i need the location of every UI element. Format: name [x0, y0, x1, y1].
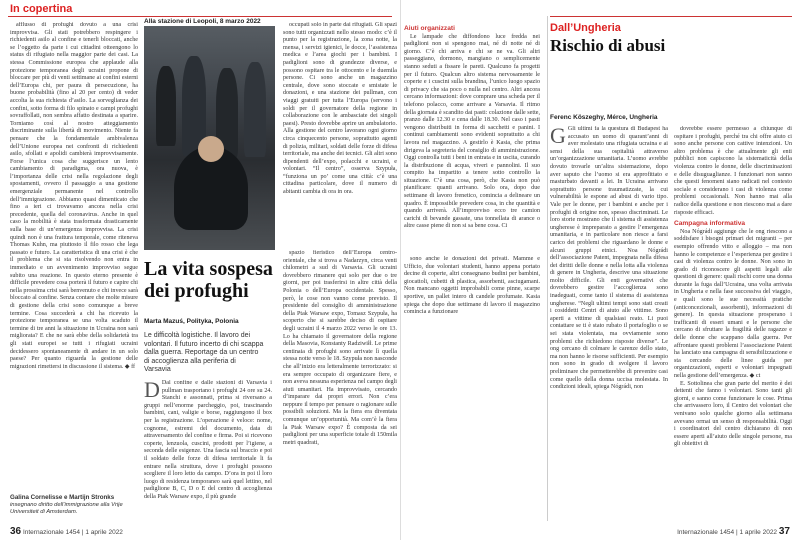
column-text: sono anche le donazioni dei privati. Mamme e Ufficio, due volontari studenti, hanno appena portato decine di coperte, altri consegnano budini per bambini, giocattoli, cubetti di plastica, assorbenti, asciugamani. Non mancano oggetti improbabili come pinne, scarpe sportive, un pallet intero di candele profumate. Kasia spiega che dopo due settimane di lavoro il magazzino comincia a funzionare: [404, 256, 540, 316]
issue-info-left: Internazionale 1454 | 1 aprile 2022: [22, 529, 123, 536]
top-rule: [8, 16, 392, 17]
author-description: insegnano diritto dell’immigrazione alla Vrije Universiteit di Amsterdam.: [10, 502, 123, 515]
article-column-3: [283, 250, 397, 522]
article-column-5: [404, 22, 540, 250]
column-text: Dal confine e dalle stazioni di Varsavia i pullman trasportano i profughi 24 ore su 24. Stanchi e assonnati, prima si riversano a gruppi nell’enorme parcheggio, poi, trascinando bambini, cani, valigie e borse, raggiungono il box per la registrazione. L’operazione è veloce: nome, cognome, estremi del documento, data di attraversamento del confine e firma. Poi si ricevono coperte, lenzuola, cuscini, prodotti per l’igiene, a seconda delle esigenze. Una fascia sul braccio e poi il soldato delle forze di difesa territoriale li fa entrare nella struttura, dove i profughi possono scegliere il loro letto da campo. D’ora in poi il loro luogo di residenza temporaneo sarà quel lettino, nel padiglione B, C, D o E del centro di accoglienza della Ptak Warsaw expo, il più grande: [144, 380, 272, 500]
column-text: Noa Nógrádi aggiunge che le ong riescono a soddisfare i bisogni primari dei migranti – per esempio offrendo vitto e alloggio – ma non hanno le competenze e l’esperienza per gestire i casi di violenza contro le donne. Non sono in grado di riconoscere gli aspetti legali alle questioni di genere: quali rischi corre una donna durante la fuga dall’Ucraina, una volta arrivata in Ungheria e nella fase successiva del viaggio, e quali sono le sue necessità pratiche (anticoncezionali, assorbenti), informazioni di genere). In questa situazione prosperano i trafficanti di esseri umani e le persone che cercano di sfruttare la fragilità delle ragazze e delle donne che scappano dalla guerra. Per affrontare questi problemi l’associazione Patent ha lanciato una campagna di sensibilizzazione e sta cercando delle linee guida per organizzazioni, esperti e volontari impegnati nella gestione dell’emergenza. ◆ ct: [674, 228, 792, 379]
sidebar-column-2: [674, 126, 792, 522]
article-headline: La vita sospesa dei profughi: [144, 258, 273, 302]
subheading: Campagna informativa: [674, 220, 746, 228]
footer-left: [10, 526, 123, 537]
column-text: occupati solo in parte dai rifugiati. Gli spazi sono tutti organizzati nello stesso modo: c’è il punto per la registrazione, la zona notte, la mensa, i servizi igienici, le docce, l’assistenza medica e l’area giochi per i bambini. I padiglioni sono di grandezze diverse, e possono ospitare tra le ottocento e le duemila persone. Ci sono anche un magazzino centrale, dove sono stoccate e smistate le donazioni, e una stazione dei pullman, con viaggi gratuiti per tutta l’Europa (servono i soldi per il governatore della regione in collaborazione con le ambasciate dei singoli paesi). Presto dovrebbe aprire un ambulatorio. Alla gestione del centro lavorano ogni giorno circa cinquecento persone, soprattutto agenti di polizia, militari, soldati delle forze di difesa territoriale, ma anche dei tecnici. Gli altri sono dipendenti dell’expo, polacchi e ucraini, e volontari. “Il centro”, osserva Szypuła, “funziona un po’ come una città: c’è una cittadina particolare, dove il numero di abitanti cambia di ora in ora.: [283, 22, 397, 196]
column-divider: [547, 16, 548, 521]
article-column-6: [404, 256, 540, 522]
author-box: [10, 494, 138, 516]
page-number-right: 37: [778, 526, 790, 537]
column-text: dovrebbe essere permesso a chiunque di ospitare i profughi, perché tra chi offre aiuto ci sono anche persone con cattive intenzioni. Un altro problema è che attualmente gli enti pubblici non capiscono la sistematicità della violenza contro le donne, delle discriminazioni e delle disuguaglianze. I funzionari non sanno che questi fenomeni siano radicati nel contesto sociale e considerano i casi di violenza come problemi occasionali. Non hanno mai alla radice della questione e non riescono mai a dare risposte efficaci.: [674, 126, 792, 216]
section-tag: In copertina: [10, 3, 73, 15]
column-text: Le lampade che diffondono luce fredda nei padiglioni non si spengono mai, né di notte né di giorno. C’è chi arriva e chi se ne va. Gli altri passeggiano, dormono, mangiano o semplicemente stanno seduti a fissare le pareti. Qualcuno fa progetti per il futuro. Qualcun altro sistema nervosamente le coperte e i cuscini sulla brandina, l’unico luogo spazio di privacy che sia poco o nulla nel centro. Altri ancora cercano informazioni: dove comprare una scheda per il telefono polacco, come arrivare a Varsavia. Il ritmo della giornata è scandito dai pasti: colazione dalle sette, pranzo dalle 12.30 e cena dalle 18.30. Nel caso i pasti vengono distribuiti in forma di sacchetti e panini. I continui cambiamenti sono evidenti soprattutto a chi lavora nel magazzino. A gestirlo è Kasia, che prima dirigeva la segreteria del consiglio di amministrazione. Oggi controlla tutti i beni in entrata e in uscita, curando la distribuzione di acqua, viveri e pannolini. Il suo compito ha impartito a tenere sotto controllo la situazione. C’è una cosa, però, che Kasia non può pianificare: quanti arrivano. Solo ora, dopo due settimane di lavoro frenetico, comincia a delineare un quadro. È impossibile prevedere cosa, in che quantità e quando arriverà. All’improvviso ecco tre camion carichi di bevande gassate, una tonnellata di arance o altre casse piene di non si sa bene cosa. Ci: [404, 33, 540, 230]
refugee-photo: [144, 26, 275, 250]
footer-right: [677, 526, 790, 537]
author-names: Galina Cornelisse e Martijn Stronks: [10, 494, 115, 501]
column-text: afflusso di profughi dovuto a una crisi improvvisa. Gli stati potrebbero respingere i richiedenti asilo al confine e tenerli bloccati, anche se l’oggetto da parte i cui cittadini otteengono lo status di rifugiato nella maggior parte dei casi. La stessa Commissione europea che applaude alla protezione temporanea degli ucraini propone di bloccare per più di venti settimane ai confini esterni dell’Europa chi, per paura di persecuzione, ha buone probabilità (fino al 20 per cento) di veder accolta la sua richiesta d’asilo. La sorveglianza dei confini, sotto forma di filo spinato e campi profughi sovraffollati, non sembra affatto destinata a sparire. Torniamo così al nostro atteggiamento discriminante sulla libertà di movimento. Niente fa pensare che la fondamentale ambivalenza dell’Unione europea nei confronti di richiedenti asilo, sfollati e apolidi cambierà improvvisamente. Forse l’unica cosa che suggerisce un lento cambiamento di paradigma, ora nuova, è l’importanza delle crisi nella regolazione degli spostamenti, ovvero il passaggio a una gestione emergenziale permanente nel controllo dell’immigrazione. Abbiamo quasi dimenticato che fino a ieri ci trovavamo ancora nella crisi precedente, quella del coronavirus. Anche in quel caso la mobilità è stata trasformata drasticamente sulla base di un’emergenza improvvisa. La crisi quindi non è una frattura temporale, come riteneva Thomas Kuhn, ma piuttosto il filo rosso che lega passato e futuro. La caratteristica di una crisi è che il problema che si sta risolvendo non entra in immediato e un avvenimento improvviso segue subito una reazione. In questo eterno presente è difficile prevedere cosa porterà il futuro e capire chi nella prossima crisi sarà benvenuto e chi invece sarà bloccato al confine. Senza contare che molte misure di gestione della crisi sono comunque a breve termine. Cosa succederà a chi ha ricevuto la protezione temporanea se una volta scaduto il termine di tre anni la situazione in Ucraina non sarà migliorata? E che ne sarà ebbe della solidarietà tra gli stati europei se tutti i rifugiati ucraini decidessero spontaneamente di andare in un solo paese? Per quanto riguarda la gestione delle migrazioni rimettersi in discussione il sistema. ◆ ff: [10, 22, 138, 370]
drop-cap: G: [550, 126, 566, 148]
photo-caption: Alla stazione di Leopoli, 8 marzo 2022: [144, 18, 261, 25]
right-page: [400, 0, 800, 540]
drop-cap: D: [144, 380, 160, 402]
issue-info-right: Internazionale 1454 | 1 aprile 2022: [677, 529, 778, 536]
sidebar-kicker: Dall’Ungheria: [550, 22, 621, 34]
article-column-1: [10, 22, 138, 488]
column-text: E. Sottolinea che gran parte del merito è dei dettenti che fanno i volontari. Sono tanti gli giorni, e sanno come funzionare le cose. Prima che arrivassero loro, il Centro dei volontari che venivano solo qualche giorno alla settimana avevano ormai un senso di responsabilità. Oggi i coordinatori del centro dichiarano di non essere aperti all’aiuto delle singole persone, ma gli obiettivi di: [674, 380, 792, 448]
sidebar-byline: Ferenc Köszeghy, Mérce, Ungheria: [550, 114, 658, 121]
article-column-4a: [283, 22, 397, 246]
column-text: spazio fieristico dell’Europa centro-orientale, che si trova a Nadarzyn, circa venti chilometri a sud di Varsavia. Gli ucraini dovrebbero rimanere qui solo per due o tre giorni, per poi trasferirsi in altre città della Polonia o dell’Europa occidentale. Spesso, però, le cose non vanno come previsto. Il presidente del consiglio di amministrazione della Ptak Warsaw expo, Tomasz Szypuła, ha scoperto che si sarebbe deciso di ospitare degli ucraini il 4 marzo 2022 verso le ore 13. Lo ha chiamato il governatore della regione della Masovia, Konstanty Radziwiłł. Le prime centinaia di profughi sono arrivate lì quella stessa notte verso le 18. Szypuła non nasconde che all’inizio era letteralmente terrorizzato: si era sempre occupato di organizzare fiere, e non aveva nessuna esperienza nel campo degli aiuti umanitari. Ha improvvisato, cercando d’imparare dai propri errori. Non c’era neppure il tempo per pensare o ragionare sulle possibili soluzioni. Ma la fiera era diventata comunque un’opportunità. Ma com’è la fiera la Ptak Warsaw expo? È composta da sei padiglioni per una superficie totale di 150mila metri quadrati,: [283, 250, 397, 446]
column-text: Gli ultimi fa la questura di Budapest ha accusato un uomo di quarant’anni di aver molestato una rifugiata ucraina e ai sensi della sua ospitalità attraverso un’organizzazione umanitaria. L’uomo avrebbe dovuto trovarle un’altra sistemazione, dopo aver saputo che l’uomo si era approfittato e masturbato davanti a lei. In Ucraina arrivano soprattutto persone traumatizzate, la cui vulnerabilità le espone ad abusi di vario tipo. Vale per le donne, per i bambini e anche per i profughi di origine non, spesso discriminati. Le loro storie mostrano che il sistema di assistenza ungherese è impreparato a gestire l’emergenza umanitaria, e in particolare non riesce a farsi carico dei problemi che riguardano le donne e alcuni gruppi etnici. Noa Nógrádi dell’associazione Patent, impegnata nella difesa dei diritti delle donne e nella lotta alla violenza di genere in Ungheria, descrive una situazione molto difficile. Gli enti governativi che dovrebbero gestire l’accoglienza sono inadeguati, come tanto il sistema di assistenza ungherese. “Negli ultimi tempi sono stati creati i cosiddetti Centri di aiuto alle vittime. Sono aperti a vittime di qualsiasi reato. Li puoi contattare se ti è stato rubato il portafoglio o se sei stata violentata, ma ovviamente sono problemi che richiedono risposte diverse”. Le ong cercano di colmare le carenze dello stato, ma non hanno le risorse sufficienti. Per esempio non sono in grado di svolgere il lavoro preliminare che permetterebbe di prevenire casi come quello della donna uccisa molestata. In condizioni ideali, spiega Nógrádi, non: [550, 126, 668, 391]
sidebar-title: Rischio di abusi: [550, 36, 666, 55]
subheading: Aiuti organizzati: [404, 25, 455, 32]
article-byline: Marta Mazuś, Polityka, Polonia: [144, 318, 239, 325]
article-standfirst: Le difficoltà logistiche. Il lavoro dei volontari. Il futuro incerto di chi scappa dalla guerra. Reportage da un centro di accoglienza alla periferia di Varsavia: [144, 332, 264, 373]
sidebar-column-1: [550, 126, 668, 522]
top-rule-right: [550, 16, 792, 17]
page-number-left: 36: [10, 526, 22, 537]
article-column-2: [144, 380, 272, 522]
